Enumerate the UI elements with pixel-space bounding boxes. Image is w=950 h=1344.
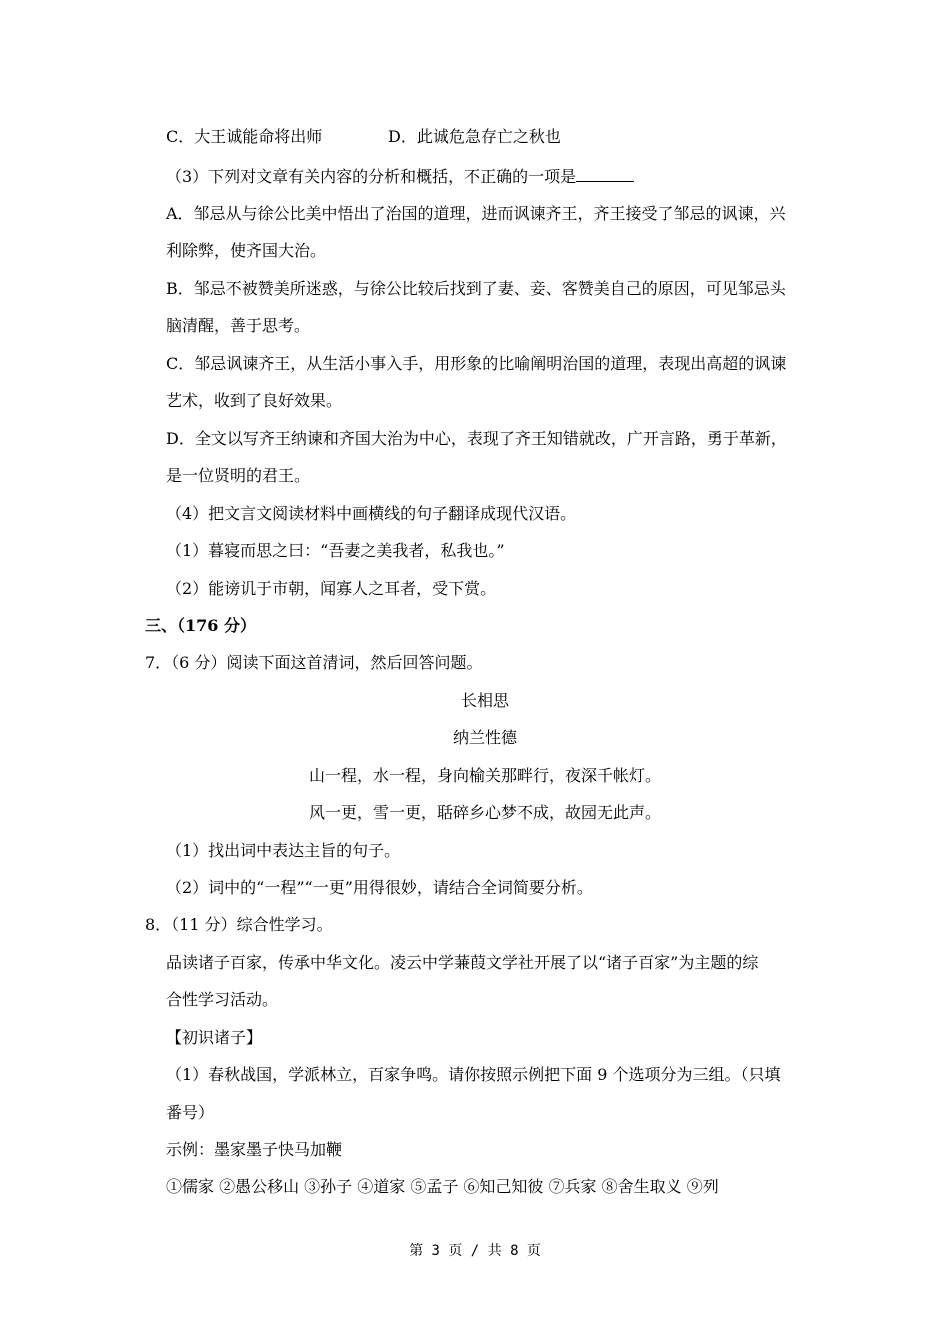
sub3-stem-text: （3）下列对文章有关内容的分析和概括，不正确的一项是 — [166, 167, 577, 186]
question-6-sub3-stem — [166, 167, 634, 187]
question-8-sub1-line1: （1）春秋战国，学派林立，百家争鸣。请你按照示例把下面 9 个选项分为三组。（只填 — [166, 1065, 781, 1084]
poem-line-2: 风一更，雪一更，聒碎乡心梦不成，故园无此声。 — [308, 803, 661, 822]
answer-blank[interactable] — [576, 167, 634, 182]
sub3-option-c-line1: C．邹忌讽谏齐王，从生活小事入手，用形象的比喻阐明治国的道理，表现出高超的讽谏 — [166, 354, 787, 373]
option-c: C．大王诚能命将出师 — [166, 127, 323, 146]
section-3-title: 三、（176 分） — [145, 616, 256, 635]
question-8-stem: 8．（11 分）综合性学习。 — [145, 915, 333, 934]
sub4-item-1: （1）暮寝而思之曰：“吾妻之美我者，私我也。” — [166, 541, 505, 560]
question-8-heading: 【初识诸子】 — [166, 1028, 263, 1047]
question-6-sub4-stem: （4）把文言文阅读材料中画横线的句子翻译成现代汉语。 — [166, 504, 577, 523]
option-d: D．此诚危急存亡之秋也 — [388, 127, 561, 146]
question-6-options-cd — [166, 127, 561, 147]
poem-line-1: 山一程，水一程，身向榆关那畔行，夜深千帐灯。 — [308, 766, 661, 785]
poem-title: 长相思 — [460, 691, 509, 710]
sub4-item-2: （2）能谤讥于市朝，闻寡人之耳者，受下赏。 — [166, 579, 497, 598]
question-8-sub1-line2: 番号） — [166, 1103, 215, 1122]
sub3-option-a-line2: 利除弊，使齐国大治。 — [166, 241, 327, 260]
sub3-option-b-line1: B．邹忌不被赞美所迷惑，与徐公比较后找到了妻、妾、客赞美自己的原因，可见邹忌头 — [166, 279, 786, 298]
page-footer: 第 3 页 / 共 8 页 — [409, 1243, 541, 1259]
question-8-example: 示例：墨家墨子快马加鞭 — [166, 1140, 343, 1159]
sub3-option-d-line1: D．全文以写齐王纳谏和齐国大治为中心，表现了齐王知错就改，广开言路，勇于革新， — [166, 429, 787, 448]
sub3-option-b-line2: 脑清醒，善于思考。 — [166, 316, 311, 335]
sub3-option-c-line2: 艺术，收到了良好效果。 — [166, 391, 343, 410]
sub3-option-d-line2: 是一位贤明的君王。 — [166, 466, 311, 485]
sub3-option-a-line1: A．邹忌从与徐公比美中悟出了治国的道理，进而讽谏齐王，齐王接受了邹忌的讽谏，兴 — [166, 204, 786, 223]
question-7-sub2: （2）词中的“一程”“一更”用得很妙，请结合全词简要分析。 — [166, 878, 593, 897]
question-8-intro-line2: 合性学习活动。 — [166, 990, 279, 1009]
poem-author: 纳兰性德 — [452, 728, 517, 747]
question-8-intro-line1: 品读诸子百家，传承中华文化。凌云中学蒹葭文学社开展了以“诸子百家”为主题的综 — [166, 953, 759, 972]
question-8-options: ①儒家 ②愚公移山 ③孙子 ④道家 ⑤孟子 ⑥知己知彼 ⑦兵家 ⑧舍生取义 ⑨列 — [166, 1177, 719, 1196]
question-7-stem: 7．（6 分）阅读下面这首清词，然后回答问题。 — [145, 653, 483, 672]
question-7-sub1: （1）找出词中表达主旨的句子。 — [166, 841, 401, 860]
